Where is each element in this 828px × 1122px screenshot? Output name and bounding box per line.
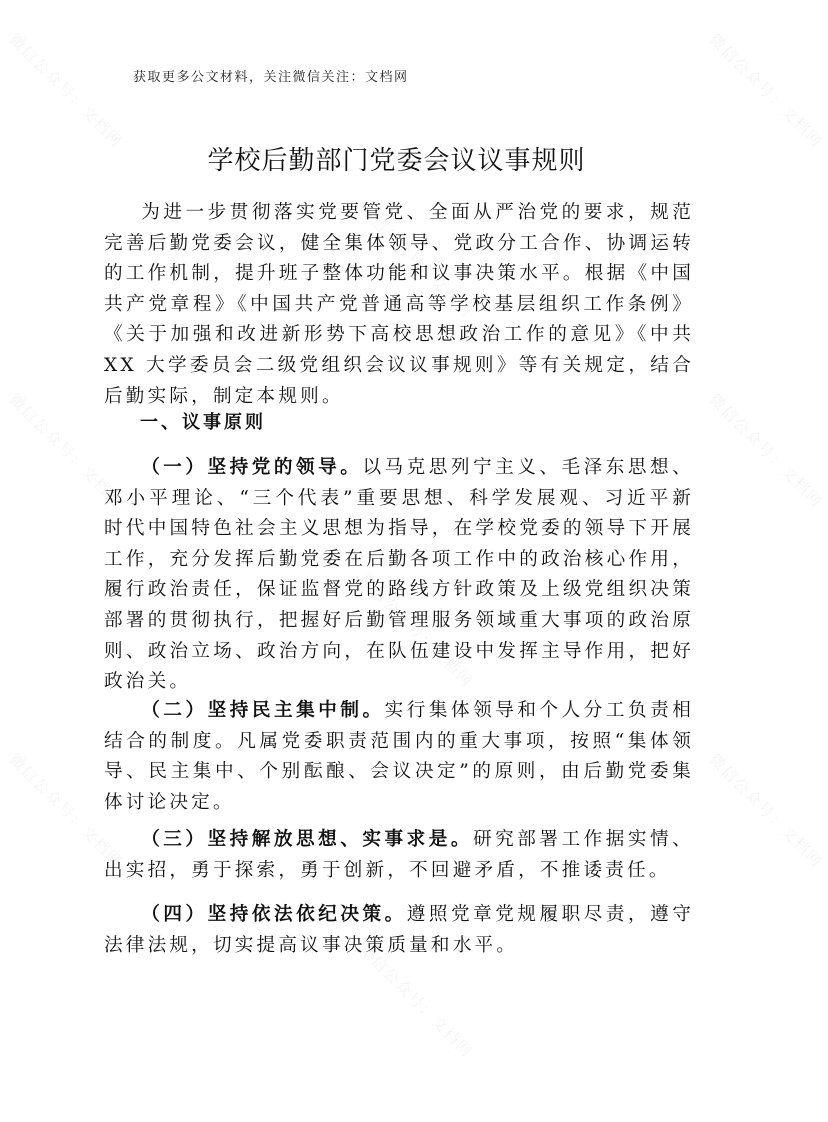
header-note: 获取更多公文材料，关注微信关注：文档网: [133, 70, 409, 85]
watermark: 微信公众号：文档网: [5, 30, 127, 152]
principle-4-text: 遵照党章党规履职尽责，遵守法律法规，切实提高议事决策质量和水平。: [104, 904, 694, 956]
watermark: 微信公众号：文档网: [5, 390, 127, 512]
intro-paragraph: 为进一步贯彻落实党要管党、全面从严治党的要求，规范完善后勤党委会议，健全集体领导、党政分工合作、协调运转的工作机制，提升班子整体功能和议事决策水平。根据《中国共产党章程》《中国共产党普通高等学校基层组织工作条例》《关于加强和改进新形势下高校思想政治工作的意见》《中共XX 大学委员会二级党组织会议议事规则》等有关规定，结合后勤实际，制定本规则。: [104, 202, 694, 407]
principle-1-title: （一）坚持党的领导。: [141, 457, 363, 478]
watermark: 微信公众号：文档网: [705, 390, 827, 512]
principle-1: [104, 453, 694, 698]
principle-2-title: （二）坚持民主集中制。: [141, 700, 385, 721]
section-heading: 一、议事原则: [140, 412, 266, 433]
watermark: 微信公众号：文档网: [355, 200, 477, 322]
principle-1-text: 以马克思列宁主义、毛泽东思想、邓小平理论、“三个代表”重要思想、科学发展观、习近平新时代中国特色社会主义思想为指导，在学校党委的领导下开展工作，充分发挥后勤党委在后勤各项工作中的政治核心作用，履行政治责任，保证监督党的路线方针政策及上级党组织决策部署的贯彻执行，把握好后勤管理服务领域重大事项的政治原则、政治立场、政治方向，在队伍建设中发挥主导作用，把好政治关。: [104, 457, 694, 693]
principle-4: [104, 900, 694, 961]
principle-2-text: 实行集体领导和个人分工负责相结合的制度。凡属党委职责范围内的重大事项，按照“集体领导、民主集中、个别酝酿、会议决定”的原则，由后勤党委集体讨论决定。: [104, 700, 694, 813]
watermark: 微信公众号：文档网: [5, 750, 127, 872]
document-title: 学校后勤部门党委会议议事规则: [207, 146, 586, 176]
principle-2: [104, 696, 694, 818]
watermark: 微信公众号：文档网: [355, 570, 477, 692]
watermark: 微信公众号：文档网: [705, 30, 827, 152]
watermark: 微信公众号：文档网: [705, 750, 827, 872]
principle-4-title: （四）坚持依法依纪决策。: [141, 904, 407, 925]
principle-3: [104, 825, 694, 886]
principle-3-title: （三）坚持解放思想、实事求是。: [141, 829, 474, 850]
principle-3-text: 研究部署工作据实情、出实招，勇于探索，勇于创新，不回避矛盾，不推诿责任。: [104, 829, 694, 881]
watermark: 微信公众号：文档网: [355, 940, 477, 1062]
